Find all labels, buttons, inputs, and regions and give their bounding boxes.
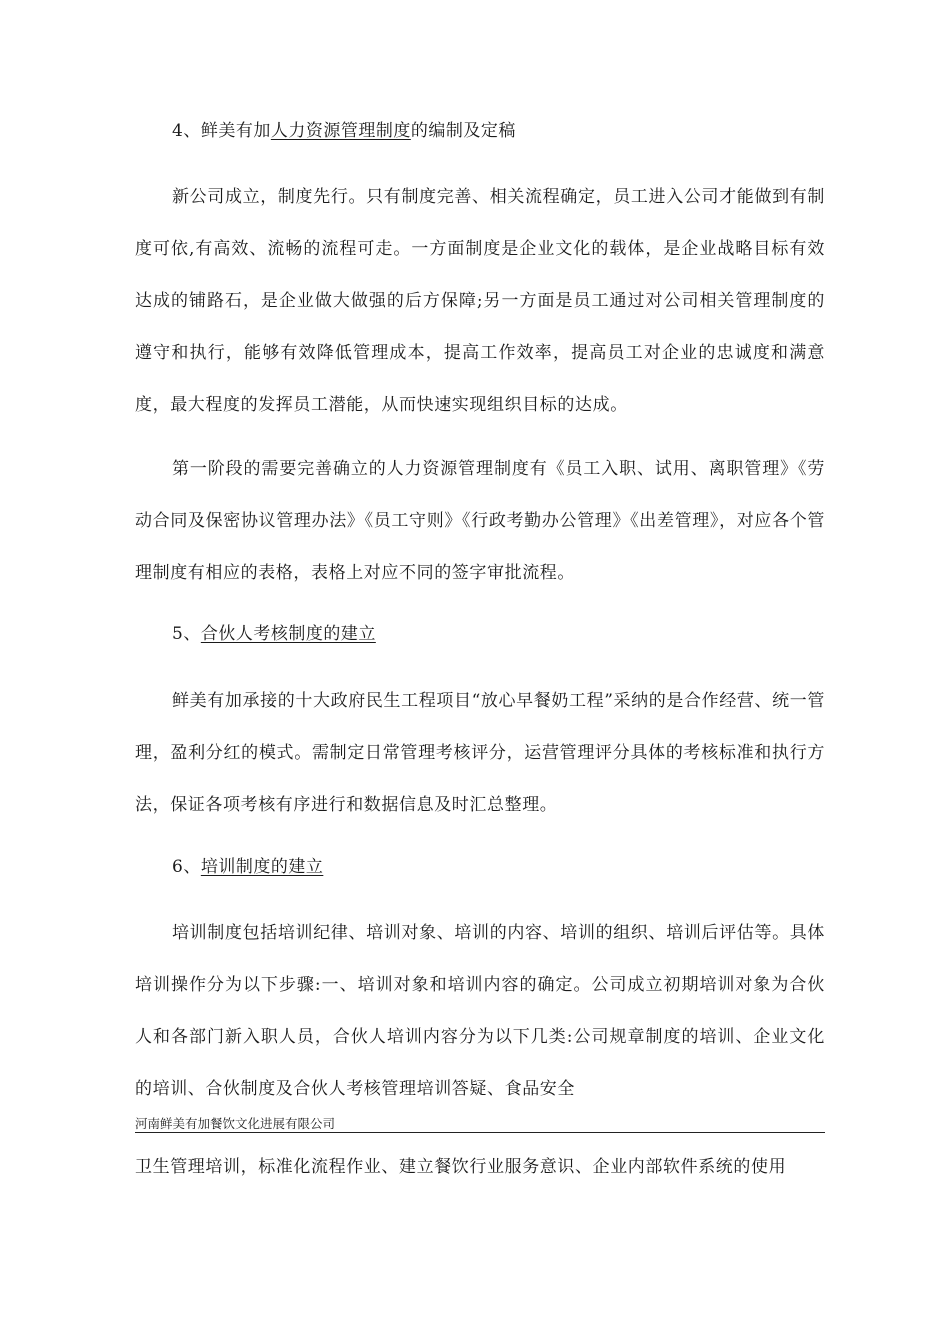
footer-divider	[135, 1132, 825, 1133]
footer-company-name: 河南鲜美有加餐饮文化进展有限公司	[135, 1116, 336, 1131]
section-6-heading	[172, 855, 323, 879]
section-4-underlined-title: 人力资源管理制度	[270, 121, 411, 141]
section-5-prefix: 5、	[172, 624, 201, 644]
paragraph-training-system: 培训制度包括培训纪律、培训对象、培训的内容、培训的组织、培训后评估等。具体培训操作分为以下步骤:一、培训对象和培训内容的确定。公司成立初期培训对象为合伙人和各部门新入职人员，合伙人培训内容分为以下几类:公司规章制度的培训、企业文化的培训、合伙制度及合伙人考核管理培训答疑、食品安全	[135, 923, 825, 1099]
paragraph-system-first: 新公司成立，制度先行。只有制度完善、相关流程确定，员工进入公司才能做到有制度可依,有高效、流畅的流程可走。一方面制度是企业文化的载体，是企业战略目标有效达成的铺路石，是企业做大做强的后方保障;另一方面是员工通过对公司相关管理制度的遵守和执行，能够有效降低管理成本，提高工作效率，提高员工对企业的忠诚度和满意度，最大程度的发挥员工潜能，从而快速实现组织目标的达成。	[135, 187, 825, 415]
section-5-underlined-title: 合伙人考核制度的建立	[200, 624, 376, 644]
section-4-suffix: 的编制及定稿	[410, 121, 516, 141]
paragraph-partner-assessment: 鲜美有加承接的十大政府民生工程项目“放心早餐奶工程”采纳的是合作经营、统一管理，盈利分红的模式。需制定日常管理考核评分，运营管理评分具体的考核标准和执行方法，保证各项考核有序进行和数据信息及时汇总整理。	[135, 691, 825, 815]
section-5-heading	[172, 622, 376, 646]
paragraph-training-continued: 卫生管理培训，标准化流程作业、建立餐饮行业服务意识、企业内部软件系统的使用	[135, 1157, 787, 1177]
section-4-prefix: 4、鲜美有加	[172, 121, 271, 141]
section-4-heading	[172, 119, 516, 143]
section-6-underlined-title: 培训制度的建立	[200, 857, 324, 877]
section-6-prefix: 6、	[172, 857, 201, 877]
paragraph-phase-one-systems: 第一阶段的需要完善确立的人力资源管理制度有《员工入职、试用、离职管理》《劳动合同及保密协议管理办法》《员工守则》《行政考勤办公管理》《出差管理》，对应各个管理制度有相应的表格，表格上对应不同的签字审批流程。	[135, 459, 825, 583]
